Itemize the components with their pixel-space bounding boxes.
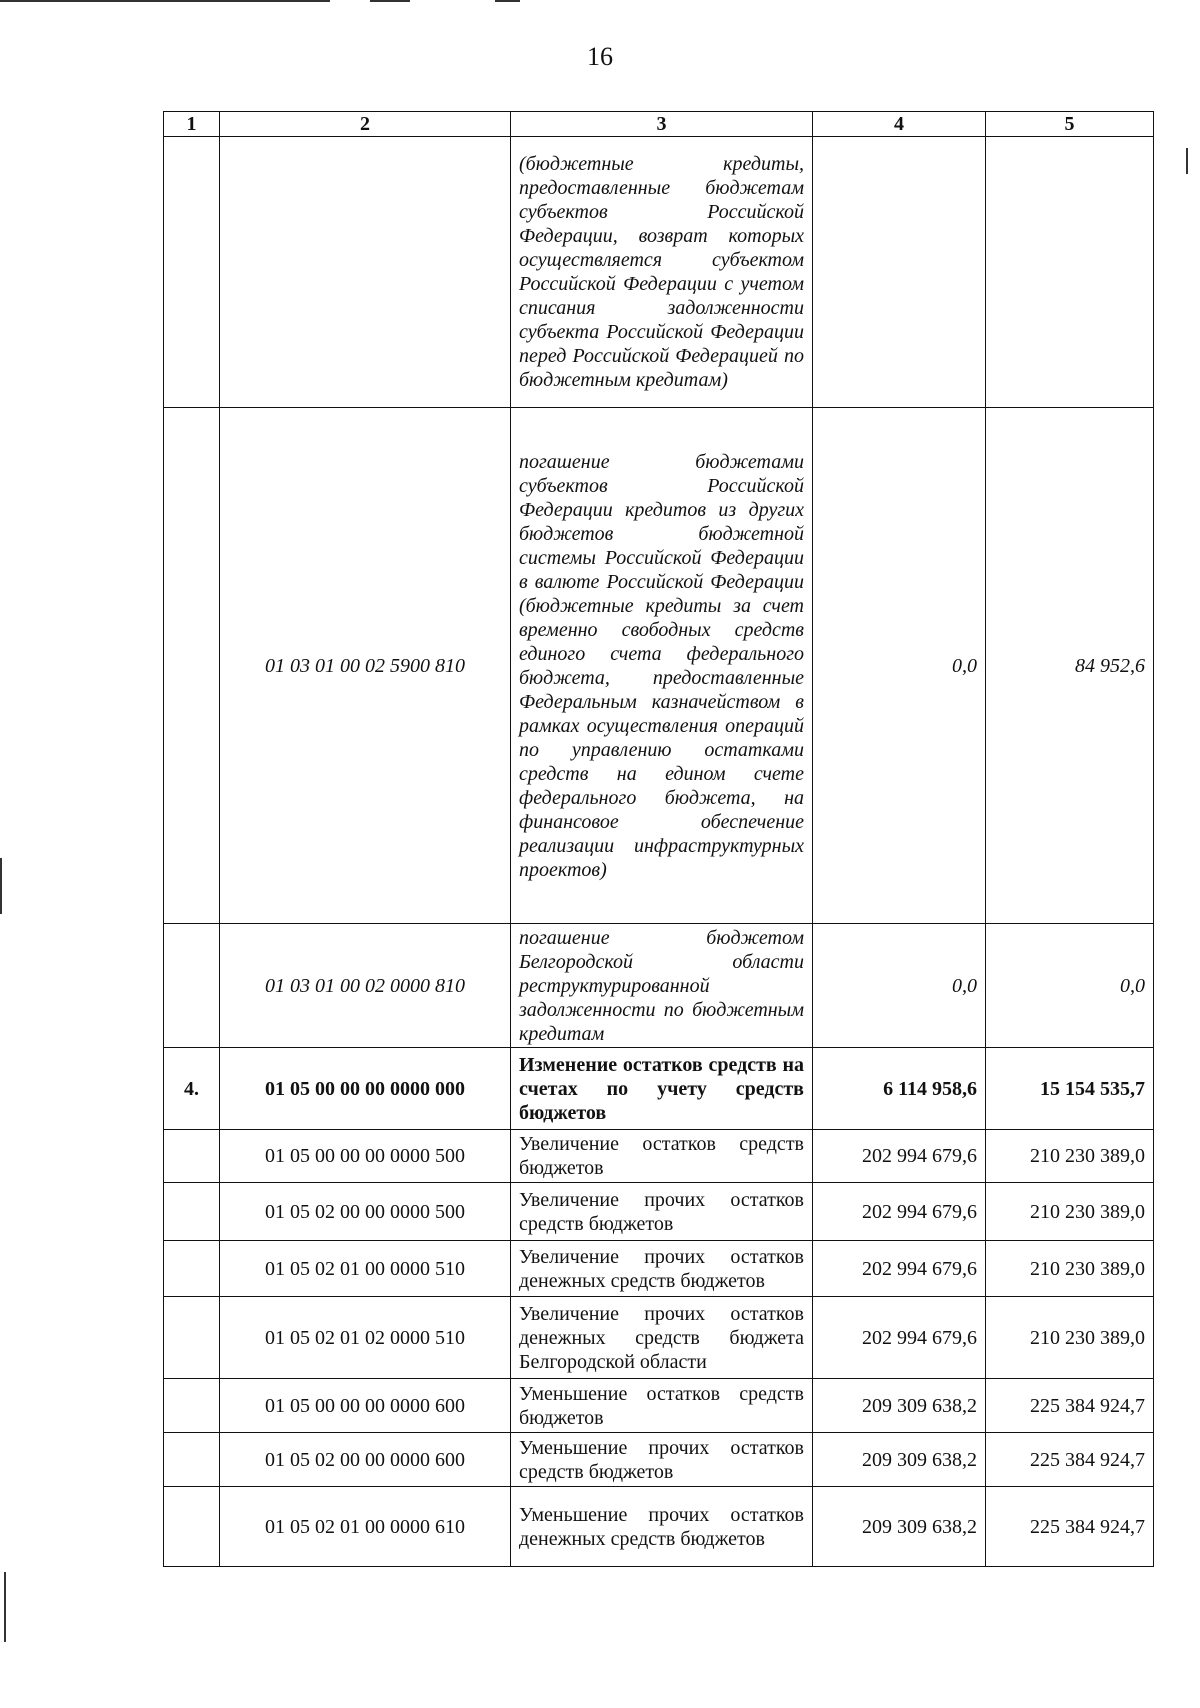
- header-col-2: 2: [220, 112, 511, 137]
- value-col-4: 202 994 679,6: [813, 1241, 986, 1297]
- value-col-5: 225 384 924,7: [986, 1487, 1154, 1567]
- table-row: [164, 1048, 1154, 1130]
- value-col-4: 6 114 958,6: [813, 1048, 986, 1130]
- value-col-5: [986, 137, 1154, 408]
- header-col-5: 5: [986, 112, 1154, 137]
- budget-code: 01 05 02 00 00 0000 600: [220, 1433, 511, 1487]
- budget-code: 01 05 00 00 00 0000 600: [220, 1379, 511, 1433]
- row-number: [164, 408, 220, 924]
- row-description: Увеличение прочих остатков средств бюджетов: [511, 1183, 813, 1241]
- table-row: [164, 1487, 1154, 1567]
- value-col-4: 202 994 679,6: [813, 1130, 986, 1183]
- budget-code: 01 03 01 00 02 0000 810: [220, 924, 511, 1048]
- value-col-4: 202 994 679,6: [813, 1183, 986, 1241]
- table-row: [164, 1297, 1154, 1379]
- page-number: 16: [587, 42, 613, 71]
- row-number: [164, 924, 220, 1048]
- scan-edge-line: [1186, 148, 1188, 174]
- table-row: [164, 408, 1154, 924]
- value-col-4: 202 994 679,6: [813, 1297, 986, 1379]
- header-col-1: 1: [164, 112, 220, 137]
- row-description: (бюджетные кредиты, предоставленные бюджетам субъектов Российской Федерации, возврат которых осуществляется субъектом Российской Федерации с учетом списания задолженности субъекта Российской Федерации перед Российской Федерацией по бюджетным кредитам): [511, 137, 813, 408]
- value-col-5: 0,0: [986, 924, 1154, 1048]
- budget-sources-table: [163, 111, 1154, 1567]
- value-col-4: 0,0: [813, 924, 986, 1048]
- header-col-4: 4: [813, 112, 986, 137]
- row-number: [164, 1241, 220, 1297]
- value-col-5: 84 952,6: [986, 408, 1154, 924]
- scan-edge-line: [370, 0, 410, 2]
- scan-edge-line: [4, 1572, 6, 1642]
- row-description: погашение бюджетами субъектов Российской Федерации кредитов из других бюджетов бюджетной системы Российской Федерации в валюте Российской Федерации (бюджетные кредиты за счет временно свободных средств единого счета федерального бюджета, предоставленные Федеральным казначейством в рамках осуществления операций по управлению остатками средств на едином счете федерального бюджета, на финансовое обеспечение реализации инфраструктурных проектов): [511, 408, 813, 924]
- row-description: Уменьшение прочих остатков денежных средств бюджетов: [511, 1487, 813, 1567]
- value-col-4: 0,0: [813, 408, 986, 924]
- value-col-4: [813, 137, 986, 408]
- budget-code: 01 05 02 01 00 0000 510: [220, 1241, 511, 1297]
- value-col-5: 225 384 924,7: [986, 1379, 1154, 1433]
- scan-edge-line: [0, 858, 2, 914]
- row-number: [164, 1130, 220, 1183]
- table-row: [164, 1241, 1154, 1297]
- value-col-5: 15 154 535,7: [986, 1048, 1154, 1130]
- table-row: [164, 1379, 1154, 1433]
- budget-code: [220, 137, 511, 408]
- table-row: [164, 924, 1154, 1048]
- row-number: [164, 1487, 220, 1567]
- value-col-4: 209 309 638,2: [813, 1379, 986, 1433]
- value-col-5: 210 230 389,0: [986, 1183, 1154, 1241]
- row-description: Уменьшение прочих остатков средств бюджетов: [511, 1433, 813, 1487]
- row-description: Увеличение прочих остатков денежных средств бюджета Белгородской области: [511, 1297, 813, 1379]
- row-number: [164, 137, 220, 408]
- row-number: [164, 1183, 220, 1241]
- value-col-5: 225 384 924,7: [986, 1433, 1154, 1487]
- table-header-row: [164, 112, 1154, 137]
- row-description: погашение бюджетом Белгородской области реструктурированной задолженности по бюджетным кредитам: [511, 924, 813, 1048]
- value-col-5: 210 230 389,0: [986, 1130, 1154, 1183]
- row-number: [164, 1297, 220, 1379]
- budget-code: 01 05 00 00 00 0000 500: [220, 1130, 511, 1183]
- value-col-4: 209 309 638,2: [813, 1433, 986, 1487]
- row-description: Уменьшение остатков средств бюджетов: [511, 1379, 813, 1433]
- row-number: [164, 1379, 220, 1433]
- row-description: Увеличение прочих остатков денежных средств бюджетов: [511, 1241, 813, 1297]
- row-description: Увеличение остатков средств бюджетов: [511, 1130, 813, 1183]
- budget-code: 01 05 02 01 02 0000 510: [220, 1297, 511, 1379]
- header-col-3: 3: [511, 112, 813, 137]
- table-row: [164, 137, 1154, 408]
- scan-edge-line: [495, 0, 520, 2]
- budget-code: 01 05 02 00 00 0000 500: [220, 1183, 511, 1241]
- value-col-4: 209 309 638,2: [813, 1487, 986, 1567]
- table-row: [164, 1183, 1154, 1241]
- row-description: Изменение остатков средств на счетах по учету средств бюджетов: [511, 1048, 813, 1130]
- budget-code: 01 03 01 00 02 5900 810: [220, 408, 511, 924]
- table-row: [164, 1433, 1154, 1487]
- value-col-5: 210 230 389,0: [986, 1297, 1154, 1379]
- budget-code: 01 05 00 00 00 0000 000: [220, 1048, 511, 1130]
- value-col-5: 210 230 389,0: [986, 1241, 1154, 1297]
- row-number: 4.: [164, 1048, 220, 1130]
- scan-edge-line: [0, 0, 330, 2]
- table-row: [164, 1130, 1154, 1183]
- row-number: [164, 1433, 220, 1487]
- budget-code: 01 05 02 01 00 0000 610: [220, 1487, 511, 1567]
